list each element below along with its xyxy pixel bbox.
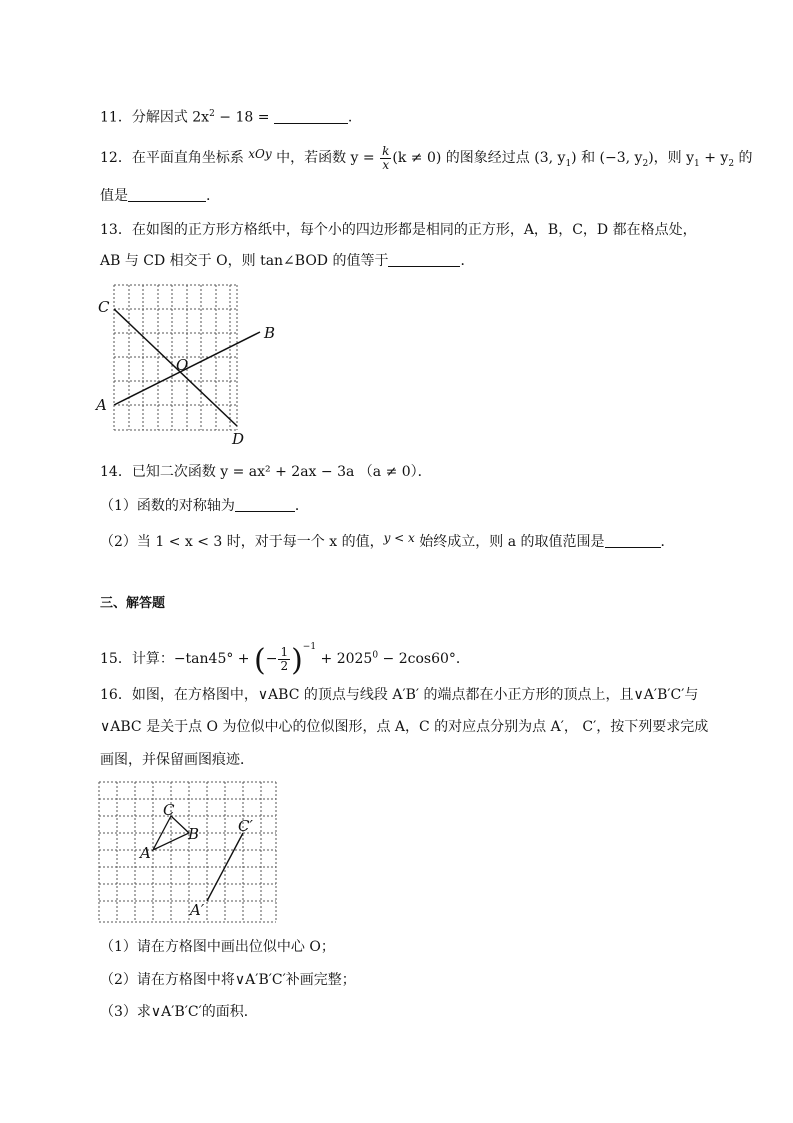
fraction-k-over-x: $\frac{k}{x}$ (382, 143, 390, 172)
question-13-line2: AB 与 CD 相交于 O，则 tan∠BOD 的值等于 ． (100, 253, 475, 269)
question-16-sub3: （3）求∨A′B′C′的面积． (100, 1004, 258, 1020)
question-15: 15．计算：−tan45° + (− $\frac{1}{2}$ )$^{-1} + 2025^0 - 2\cos 60^\circ$． (100, 642, 470, 678)
answer-blank-14-2[interactable] (605, 533, 661, 548)
answer-blank-14-1[interactable] (235, 497, 295, 512)
label-d: D (232, 430, 245, 448)
fraction-one-half: $\frac{1}{2}$ (280, 644, 289, 673)
label-c: C (98, 298, 110, 316)
label-c-prime: C′ (238, 817, 253, 835)
question-11: 11．分解因式 $2x^2 - 18$ = . (100, 109, 353, 126)
label-a: A (140, 844, 151, 862)
answer-blank-12[interactable] (128, 187, 206, 202)
question-16-line3: 画图，并保留画图痕迹． (100, 752, 254, 768)
label-c: C (163, 801, 175, 819)
label-a-prime: A′ (190, 901, 205, 919)
question-13-line1: 13．在如图的正方形方格纸中，每个小的四边形都是相同的正方形，A，B，C，D 都在格点处， (100, 222, 697, 238)
label-b: B (188, 825, 200, 843)
question-12-line2: 值是 . (100, 188, 211, 204)
question-16-line1: 16．如图，在方格图中，∨ABC 的顶点与线段 A′B′ 的端点都在小正方形的顶点上，且∨A′B′C′与 (100, 687, 699, 703)
question-12: 12．在平面直角坐标系 xOy 中，若函数 y = $\frac{k}{x}$ (k ≠ 0) 的图象经过点 (3, $y_1$) 和 (−3, $y_2$)，则 $y_1 + y_2$ 的 (100, 143, 753, 172)
label-o: O (176, 356, 189, 374)
question-14-sub2: （2）当 1 < x < 3 时，对于每一个 x 的值，y < x 始终成立，则 a 的取值范围是 ． (100, 531, 675, 550)
grid-lines (99, 782, 276, 922)
label-b: B (264, 324, 276, 342)
q16-grid-figure (95, 778, 280, 928)
question-16-sub1: （1）请在方格图中画出位似中心 O； (100, 939, 335, 955)
answer-blank-11[interactable] (274, 109, 348, 124)
answer-blank-13[interactable] (388, 252, 460, 267)
label-a: A (96, 396, 107, 414)
question-14-line1: 14．已知二次函数 y = ax² + 2ax − 3a （a ≠ 0）． (100, 464, 432, 480)
question-16-line2: ∨ABC 是关于点 O 为位似中心的位似图形，点 A，C 的对应点分别为点 A′， C′，按下列要求完成 (100, 719, 709, 735)
q13-grid-figure (92, 280, 292, 450)
question-16-sub2: （2）请在方格图中将∨A′B′C′补画完整； (100, 972, 356, 988)
section-heading: 三、解答题 (100, 596, 166, 611)
question-14-sub1: （1）函数的对称轴为 ． (100, 498, 309, 514)
